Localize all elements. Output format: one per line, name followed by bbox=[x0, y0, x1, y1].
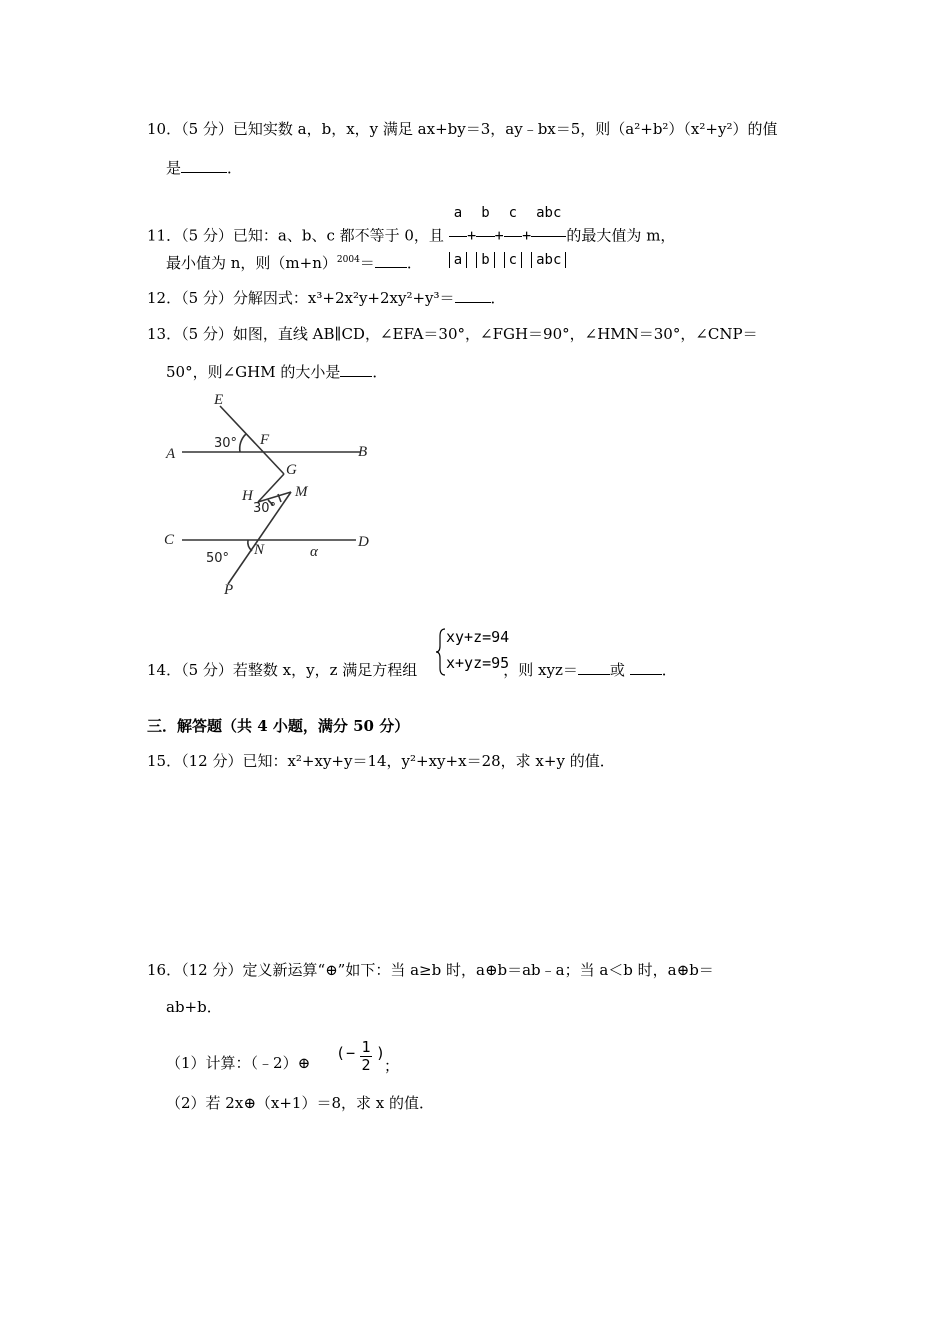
q11-frac-abc-den: abc bbox=[531, 252, 566, 268]
section-3-title: 三．解答题（共 4 小题，满分 50 分） bbox=[147, 717, 410, 735]
q11-frac-b-den: b bbox=[476, 252, 494, 268]
q10-line1: 10．（5 分）已知实数 a，b，x，y 满足 ax+by＝3，ay﹣bx＝5，则（a²+b²）（x²+y²）的值 bbox=[147, 120, 778, 138]
q14-equation-system bbox=[436, 626, 536, 678]
q16-sub2: （2）若 2x⊕（x+1）＝8，求 x 的值． bbox=[166, 1094, 434, 1112]
label-h: H bbox=[242, 488, 253, 504]
plus-sign: + bbox=[494, 226, 504, 245]
label-d: D bbox=[358, 534, 369, 550]
q16-exponent-fraction bbox=[336, 1038, 388, 1072]
q16-sub1-end: ； bbox=[384, 1057, 400, 1075]
q11-exponent: 2004 bbox=[336, 255, 360, 265]
q14-end: ． bbox=[661, 661, 677, 679]
q13-line2-start: 50°，则∠GHM 的大小是 bbox=[166, 363, 341, 381]
q16-sub1-start: （1）计算：（﹣2）⊕ bbox=[166, 1054, 311, 1072]
label-c: C bbox=[164, 532, 175, 548]
label-n: N bbox=[254, 542, 265, 558]
angle-label-hmn: 30° bbox=[253, 501, 277, 516]
angle-label-efa: 30° bbox=[214, 436, 238, 451]
q14-line bbox=[147, 660, 677, 680]
open-paren: ( bbox=[336, 1044, 346, 1062]
q11-frac-c-num: c bbox=[504, 190, 522, 237]
label-m: M bbox=[295, 484, 308, 500]
q12-line bbox=[147, 288, 506, 308]
q10-line2 bbox=[166, 158, 242, 178]
label-a: A bbox=[166, 446, 176, 462]
q11-frac-a bbox=[449, 190, 467, 283]
angle-arc-n bbox=[248, 540, 252, 551]
q14-answer-blank-2[interactable] bbox=[630, 660, 662, 675]
q14-or: 或 bbox=[609, 661, 625, 679]
q11-frac-b-num: b bbox=[476, 190, 494, 237]
q14-answer-blank-1[interactable] bbox=[578, 660, 610, 675]
q11-answer-blank[interactable] bbox=[375, 253, 407, 268]
q13-line2 bbox=[166, 362, 387, 382]
label-alpha: α bbox=[310, 544, 318, 560]
q16-line2: ab+b． bbox=[166, 998, 222, 1016]
q14-prefix: 14．（5 分）若整数 x，y，z 满足方程组 bbox=[147, 661, 418, 679]
fraction-numerator: 1 bbox=[361, 1038, 371, 1056]
q11-frac-a-den: a bbox=[449, 252, 467, 268]
geometry-figure bbox=[160, 388, 390, 600]
plus-sign: + bbox=[467, 226, 477, 245]
q16-line1: 16．（12 分）定义新运算“⊕”如下：当 a≥b 时，a⊕b＝ab﹣a；当 a＜b 时，a⊕b＝ bbox=[147, 961, 714, 979]
left-brace-icon bbox=[436, 628, 446, 676]
q16-sub1 bbox=[166, 1053, 310, 1073]
q12-end: ． bbox=[490, 289, 506, 307]
q11-line2 bbox=[166, 253, 422, 273]
q11-frac-b bbox=[476, 190, 494, 283]
plus-sign: + bbox=[522, 226, 532, 245]
angle-label-cnp: 50° bbox=[206, 551, 230, 566]
q11-line2-mid: ＝ bbox=[359, 254, 375, 272]
close-paren: ) bbox=[376, 1044, 386, 1062]
label-f: F bbox=[260, 432, 270, 448]
q10-line2-start: 是 bbox=[166, 159, 182, 177]
q14-mid: ，则 xyz＝ bbox=[503, 661, 578, 679]
q13-line1: 13．（5 分）如图，直线 AB∥CD，∠EFA＝30°，∠FGH＝90°，∠HMN＝30°，∠CNP＝ bbox=[147, 325, 758, 343]
label-g: G bbox=[286, 462, 297, 478]
q11-prefix: 11．（5 分）已知：a、b、c 都不等于 0，且 bbox=[147, 226, 444, 245]
q11-frac-abc-num: abc bbox=[531, 190, 566, 237]
q10-line2-end: ． bbox=[227, 159, 243, 177]
q11-suffix: 的最大值为 m， bbox=[566, 226, 676, 245]
q11-line2-end: ． bbox=[406, 254, 422, 272]
q11-frac-c-den: c bbox=[504, 252, 522, 268]
q11-frac-c bbox=[504, 190, 522, 283]
label-e: E bbox=[214, 392, 224, 408]
q11-frac-abc bbox=[531, 190, 566, 283]
q14-eq2: x+yz=95 bbox=[446, 654, 510, 672]
q12-start: 12．（5 分）分解因式：x³+2x²y+2xy²+y³＝ bbox=[147, 289, 455, 307]
label-b: B bbox=[358, 444, 368, 460]
q10-answer-blank[interactable] bbox=[181, 158, 227, 173]
q11-line2-start: 最小值为 n，则（m+n） bbox=[166, 254, 337, 272]
q11-frac-a-num: a bbox=[449, 190, 467, 237]
q12-answer-blank[interactable] bbox=[455, 288, 491, 303]
angle-arc-f bbox=[240, 434, 246, 452]
label-p: P bbox=[224, 582, 234, 598]
q15-text: 15．（12 分）已知：x²+xy+y＝14，y²+xy+x＝28，求 x+y 的值． bbox=[147, 752, 615, 770]
fraction-denominator: 2 bbox=[361, 1056, 371, 1074]
q14-eq1: xy+z=94 bbox=[446, 628, 510, 646]
minus-sign: − bbox=[346, 1044, 356, 1062]
q13-line2-end: ． bbox=[372, 363, 388, 381]
q13-answer-blank[interactable] bbox=[340, 362, 372, 377]
